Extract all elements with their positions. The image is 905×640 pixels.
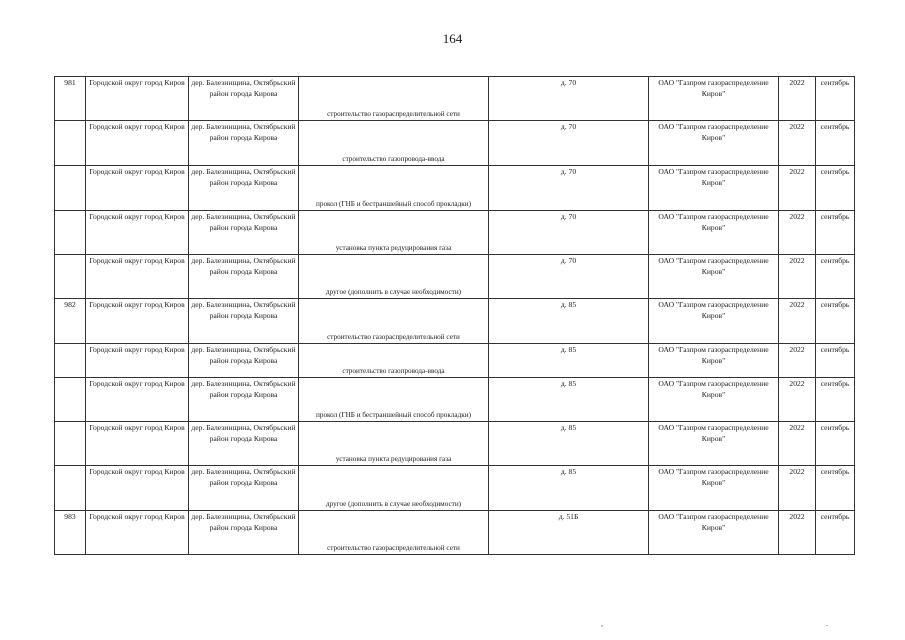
locality-cell: дер. Балезинщина, Октябрьский район города Кирова [189, 211, 299, 255]
municipality-cell: Городской округ город Киров [86, 77, 189, 121]
year-cell: 2022 [779, 466, 816, 511]
municipality-cell: Городской округ город Киров [86, 422, 189, 466]
scan-speck: . [826, 619, 828, 628]
year-cell: 2022 [779, 121, 816, 166]
work-type-cell: установка пункта редуцирования газа [299, 211, 489, 255]
municipality-cell: Городской округ город Киров [86, 121, 189, 166]
work-type-cell: строительство газораспределительной сети [299, 77, 489, 121]
organization-cell: ОАО "Газпром газораспределение Киров" [649, 422, 779, 466]
locality-cell: дер. Балезинщина, Октябрьский район города Кирова [189, 77, 299, 121]
month-cell: сентябрь [816, 466, 855, 511]
year-cell: 2022 [779, 378, 816, 422]
locality-cell: дер. Балезинщина, Октябрьский район города Кирова [189, 466, 299, 511]
locality-cell: дер. Балезинщина, Октябрьский район города Кирова [189, 378, 299, 422]
table-row [55, 422, 855, 466]
works-table [54, 76, 855, 555]
month-cell: сентябрь [816, 211, 855, 255]
table-row [55, 211, 855, 255]
organization-cell: ОАО "Газпром газораспределение Киров" [649, 299, 779, 344]
municipality-cell: Городской округ город Киров [86, 166, 189, 211]
table-row [55, 255, 855, 299]
house-number-cell: д. 85 [489, 466, 649, 511]
row-number [55, 378, 86, 422]
house-number-cell: д. 85 [489, 422, 649, 466]
house-number-cell: д. 70 [489, 255, 649, 299]
page-number: 164 [442, 31, 463, 46]
organization-cell: ОАО "Газпром газораспределение Киров" [649, 255, 779, 299]
scan-speck: , [601, 619, 603, 628]
house-number-cell: д. 70 [489, 211, 649, 255]
month-cell: сентябрь [816, 299, 855, 344]
work-type-cell: прокол (ГНБ и бестраншейный способ прокладки) [299, 378, 489, 422]
work-type-cell: установка пункта редуцирования газа [299, 422, 489, 466]
row-number [55, 466, 86, 511]
municipality-cell: Городской округ город Киров [86, 466, 189, 511]
locality-cell: дер. Балезинщина, Октябрьский район города Кирова [189, 121, 299, 166]
row-number [55, 422, 86, 466]
work-type-cell: другое (дополнить в случае необходимости) [299, 255, 489, 299]
row-number [55, 166, 86, 211]
locality-cell: дер. Балезинщина, Октябрьский район города Кирова [189, 511, 299, 555]
organization-cell: ОАО "Газпром газораспределение Киров" [649, 511, 779, 555]
house-number-cell: д. 70 [489, 166, 649, 211]
row-number: 983 [55, 511, 86, 555]
organization-cell: ОАО "Газпром газораспределение Киров" [649, 121, 779, 166]
year-cell: 2022 [779, 511, 816, 555]
organization-cell: ОАО "Газпром газораспределение Киров" [649, 211, 779, 255]
month-cell: сентябрь [816, 378, 855, 422]
table-row [55, 466, 855, 511]
row-number: 982 [55, 299, 86, 344]
locality-cell: дер. Балезинщина, Октябрьский район города Кирова [189, 299, 299, 344]
locality-cell: дер. Балезинщина, Октябрьский район города Кирова [189, 255, 299, 299]
year-cell: 2022 [779, 255, 816, 299]
work-type-cell: строительство газопровода-ввода [299, 344, 489, 378]
locality-cell: дер. Балезинщина, Октябрьский район города Кирова [189, 422, 299, 466]
organization-cell: ОАО "Газпром газораспределение Киров" [649, 378, 779, 422]
municipality-cell: Городской округ город Киров [86, 378, 189, 422]
municipality-cell: Городской округ город Киров [86, 299, 189, 344]
organization-cell: ОАО "Газпром газораспределение Киров" [649, 77, 779, 121]
year-cell: 2022 [779, 77, 816, 121]
house-number-cell: д. 85 [489, 378, 649, 422]
work-type-cell: прокол (ГНБ и бестраншейный способ прокладки) [299, 166, 489, 211]
year-cell: 2022 [779, 422, 816, 466]
table-body [55, 77, 855, 555]
table-row [55, 121, 855, 166]
organization-cell: ОАО "Газпром газораспределение Киров" [649, 166, 779, 211]
year-cell: 2022 [779, 299, 816, 344]
municipality-cell: Городской округ город Киров [86, 255, 189, 299]
work-type-cell: строительство газораспределительной сети [299, 511, 489, 555]
row-number: 981 [55, 77, 86, 121]
year-cell: 2022 [779, 211, 816, 255]
table-row [55, 511, 855, 555]
month-cell: сентябрь [816, 121, 855, 166]
house-number-cell: д. 51Б [489, 511, 649, 555]
month-cell: сентябрь [816, 422, 855, 466]
month-cell: сентябрь [816, 511, 855, 555]
row-number [55, 344, 86, 378]
month-cell: сентябрь [816, 166, 855, 211]
month-cell: сентябрь [816, 77, 855, 121]
house-number-cell: д. 85 [489, 344, 649, 378]
table-row [55, 77, 855, 121]
organization-cell: ОАО "Газпром газораспределение Киров" [649, 344, 779, 378]
month-cell: сентябрь [816, 255, 855, 299]
municipality-cell: Городской округ город Киров [86, 344, 189, 378]
municipality-cell: Городской округ город Киров [86, 211, 189, 255]
row-number [55, 255, 86, 299]
table-row [55, 344, 855, 378]
row-number [55, 211, 86, 255]
month-cell: сентябрь [816, 344, 855, 378]
table-row [55, 378, 855, 422]
work-type-cell: другое (дополнить в случае необходимости) [299, 466, 489, 511]
work-type-cell: строительство газопровода-ввода [299, 121, 489, 166]
locality-cell: дер. Балезинщина, Октябрьский район города Кирова [189, 166, 299, 211]
house-number-cell: д. 70 [489, 77, 649, 121]
work-type-cell: строительство газораспределительной сети [299, 299, 489, 344]
locality-cell: дер. Балезинщина, Октябрьский район города Кирова [189, 344, 299, 378]
year-cell: 2022 [779, 344, 816, 378]
house-number-cell: д. 70 [489, 121, 649, 166]
table-row [55, 299, 855, 344]
table-row [55, 166, 855, 211]
row-number [55, 121, 86, 166]
year-cell: 2022 [779, 166, 816, 211]
house-number-cell: д. 85 [489, 299, 649, 344]
organization-cell: ОАО "Газпром газораспределение Киров" [649, 466, 779, 511]
municipality-cell: Городской округ город Киров [86, 511, 189, 555]
